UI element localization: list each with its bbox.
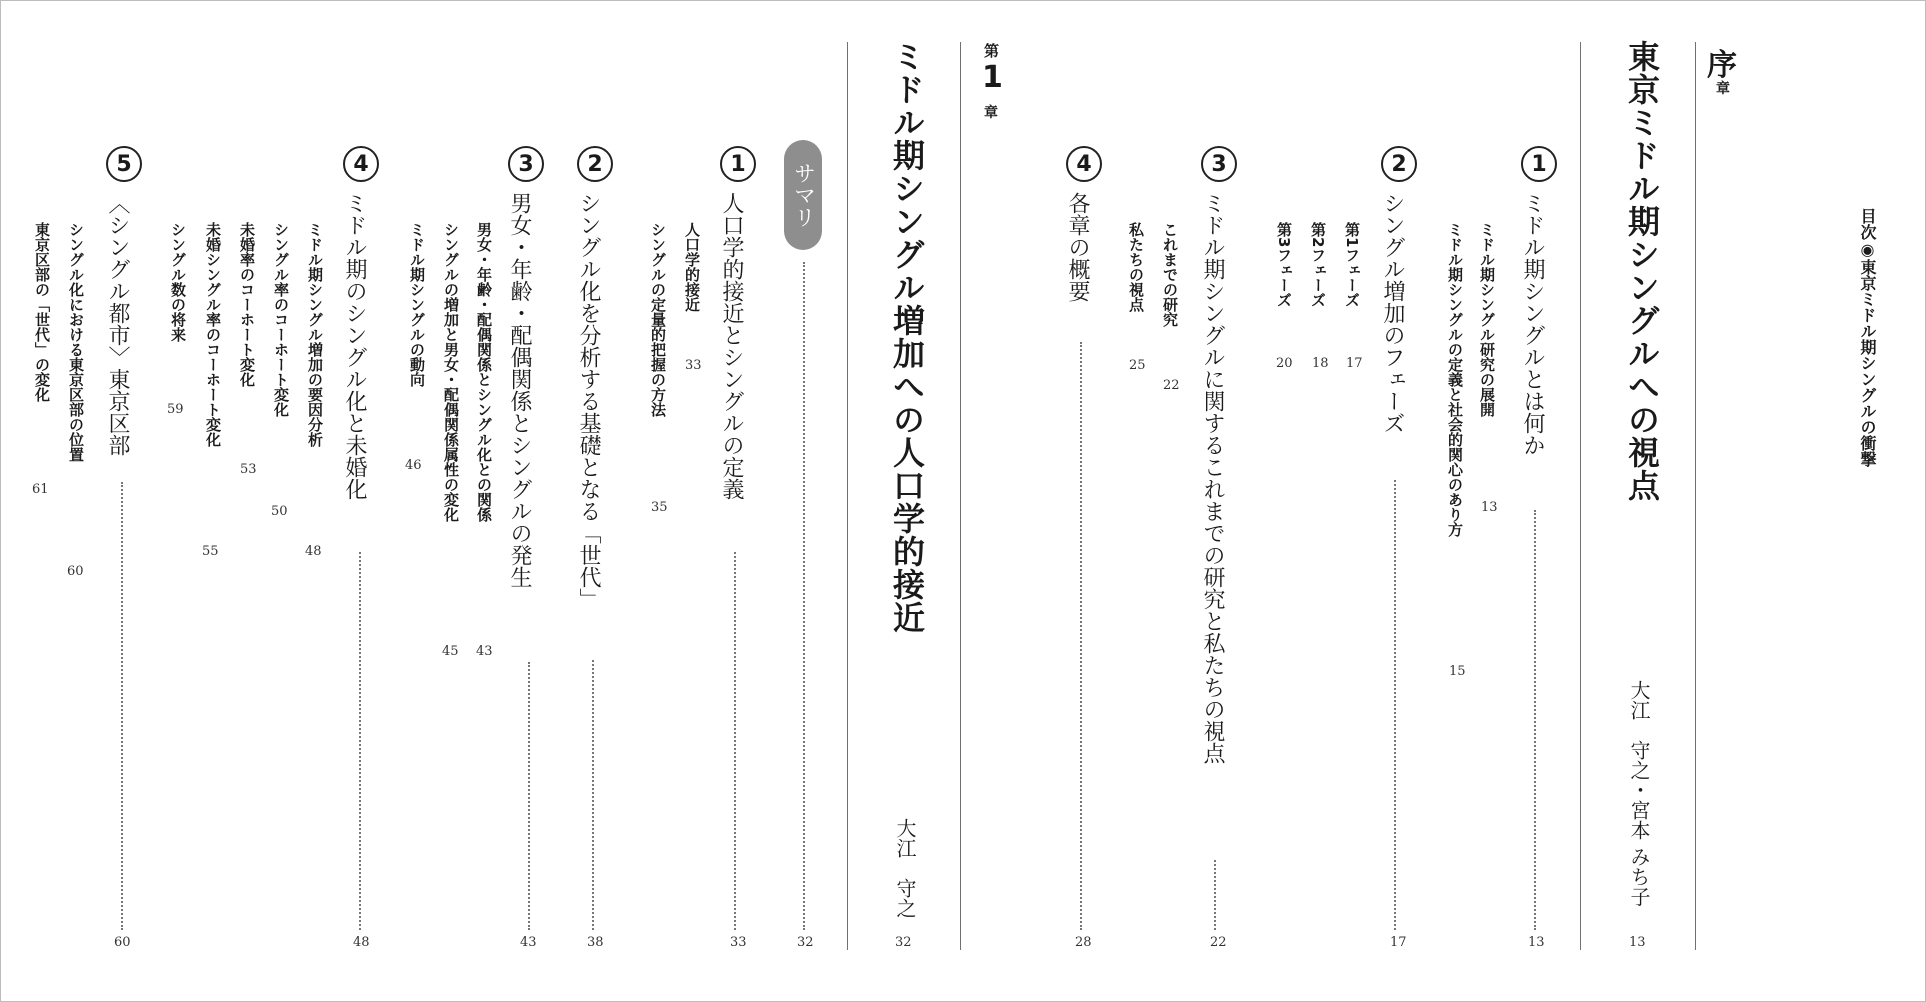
chapter1-section-3-title[interactable]: 男女・年齢・配偶関係とシングルの発生 [507, 192, 532, 588]
chapter1-sub-4-3: 未婚率のコーホート変化 [238, 222, 256, 387]
prologue-section-4-page: 28 [1075, 935, 1092, 950]
chapter1-sub-4-4: 未婚シングル率のコーホート変化 [204, 222, 222, 447]
prologue-label: 序 [1707, 48, 1737, 83]
chapter1-section-5-page: 60 [114, 935, 131, 950]
section-number-badge: 3 [1201, 146, 1237, 182]
leader-dots [1080, 342, 1082, 930]
prologue-sub-3-1-page: 22 [1163, 378, 1180, 393]
prologue-sub-2-3-page: 20 [1276, 356, 1293, 371]
chapter1-section-1-page: 33 [730, 935, 747, 950]
chapter1-sub-3-3-page: 46 [405, 458, 422, 473]
chapter1-page: 32 [895, 935, 912, 950]
chapter1-sub-4-5-page: 59 [167, 402, 184, 417]
chapter1-sub-4-4-page: 55 [202, 544, 219, 559]
leader-dots [528, 662, 530, 930]
chapter1-label-top: 第 [984, 42, 1000, 60]
leader-dots [1394, 480, 1396, 930]
prologue-sub-2-2: 第2フェーズ [1309, 222, 1327, 308]
chapter1-sub-5-2: 東京区部の「世代」の変化 [33, 222, 51, 402]
chapter1-sub-1-2: シングルの定量的把握の方法 [649, 222, 667, 417]
running-head: 目次◉東京ミドル期シングルの衝撃 [1858, 208, 1877, 467]
chapter1-sub-4-1: ミドル期シングル増加の要因分析 [306, 222, 324, 447]
section-number-badge: 2 [577, 146, 613, 182]
prologue-sub-2-3: 第3フェーズ [1275, 222, 1293, 308]
leader-dots [1534, 510, 1536, 930]
prologue-section-3-page: 22 [1210, 935, 1227, 950]
leader-dots [359, 552, 361, 930]
chapter1-section-4-page: 48 [353, 935, 370, 950]
section-number-badge: 4 [343, 146, 379, 182]
chapter1-section-1-title[interactable]: 人口学的接近とシングルの定義 [719, 192, 744, 500]
prologue-sub-1-2-page: 15 [1449, 664, 1466, 679]
prologue-divider [1580, 42, 1581, 950]
prologue-section-3-title[interactable]: ミドル期シングルに関するこれまでの研究と私たちの視点 [1200, 192, 1225, 764]
chapter1-sub-4-2-page: 50 [271, 504, 288, 519]
summary-page: 32 [797, 935, 814, 950]
chapter1-sub-4-3-page: 53 [240, 462, 257, 477]
chapter1-label-number: 1 [982, 60, 1003, 95]
chapter1-sub-1-1-page: 33 [685, 358, 702, 373]
section-number-badge: 1 [720, 146, 756, 182]
prologue-sub-2-2-page: 18 [1312, 356, 1329, 371]
chapter1-author: 大江 守之 [893, 818, 917, 918]
prologue-title[interactable]: 東京ミドル期シングルへの視点 [1623, 40, 1661, 502]
prologue-sub-2-1: 第1フェーズ [1343, 222, 1361, 308]
leader-dots [734, 552, 736, 930]
chapter1-sub-3-2: シングルの増加と男女・配偶関係属性の変化 [442, 222, 460, 522]
prologue-sub-3-2-page: 25 [1129, 358, 1146, 373]
prologue-authors: 大江 守之・宮本 みち子 [1627, 680, 1651, 907]
prologue-section-2-title[interactable]: シングル増加のフェーズ [1380, 192, 1405, 434]
section-number-badge: 1 [1521, 146, 1557, 182]
chapter1-section-2-title[interactable]: シングル化を分析する基礎となる「世代」 [576, 192, 601, 610]
chapter1-sub-3-1: 男女・年齢・配偶関係とシングル化との関係 [475, 222, 493, 522]
prologue-section-1-title[interactable]: ミドル期シングルとは何か [1520, 192, 1545, 456]
chapter1-sub-5-1: シングル化における東京区部の位置 [67, 222, 85, 462]
chapter1-sub-5-1-page: 60 [67, 564, 84, 579]
prologue-sub-2-1-page: 17 [1346, 356, 1363, 371]
chapter1-divider [847, 42, 848, 950]
prologue-section-1-page: 13 [1528, 935, 1545, 950]
leader-dots [121, 482, 123, 930]
chapter1-sub-3-3: ミドル期シングルの動向 [408, 222, 426, 387]
section-number-badge: 5 [106, 146, 142, 182]
prologue-sub-1-1: ミドル期シングル研究の展開 [1478, 222, 1496, 417]
prologue-sub-3-1: これまでの研究 [1161, 222, 1179, 327]
chapter1-label-rule [960, 42, 961, 950]
prologue-sub-1-1-page: 13 [1481, 500, 1498, 515]
chapter1-title[interactable]: ミドル期シングル増加への人口学的接近 [888, 40, 926, 634]
prologue-label-sub: 章 [1716, 81, 1730, 97]
chapter1-sub-5-2-page: 61 [32, 482, 49, 497]
section-number-badge: 2 [1381, 146, 1417, 182]
section-number-badge: 4 [1066, 146, 1102, 182]
chapter1-sub-4-1-page: 48 [305, 544, 322, 559]
leader-dots [803, 262, 805, 930]
prologue-section-2-page: 17 [1390, 935, 1407, 950]
prologue-label-rule [1695, 42, 1696, 950]
section-number-badge: 3 [508, 146, 544, 182]
chapter1-sub-1-2-page: 35 [651, 500, 668, 515]
prologue-sub-3-2: 私たちの視点 [1127, 222, 1145, 312]
chapter1-sub-3-1-page: 43 [476, 644, 493, 659]
leader-dots [1214, 860, 1216, 930]
summary-label: サマリ [790, 162, 816, 228]
chapter1-sub-4-5: シングル数の将来 [169, 222, 187, 342]
chapter1-sub-3-2-page: 45 [442, 644, 459, 659]
chapter1-section-5-title[interactable]: 〈シングル都市〉東京区部 [105, 192, 130, 456]
summary-badge[interactable] [784, 140, 822, 250]
prologue-page: 13 [1629, 935, 1646, 950]
prologue-section-4-title[interactable]: 各章の概要 [1065, 192, 1090, 302]
chapter1-sub-1-1: 人口学的接近 [683, 222, 701, 312]
leader-dots [592, 660, 594, 930]
chapter1-section-4-title[interactable]: ミドル期のシングル化と未婚化 [342, 192, 367, 500]
chapter1-sub-4-2: シングル率のコーホート変化 [272, 222, 290, 417]
chapter1-section-3-page: 43 [520, 935, 537, 950]
chapter1-label-bottom: 章 [984, 105, 998, 121]
prologue-sub-1-2: ミドル期シングルの定義と社会的関心のあり方 [1446, 222, 1464, 537]
chapter1-section-2-page: 38 [587, 935, 604, 950]
